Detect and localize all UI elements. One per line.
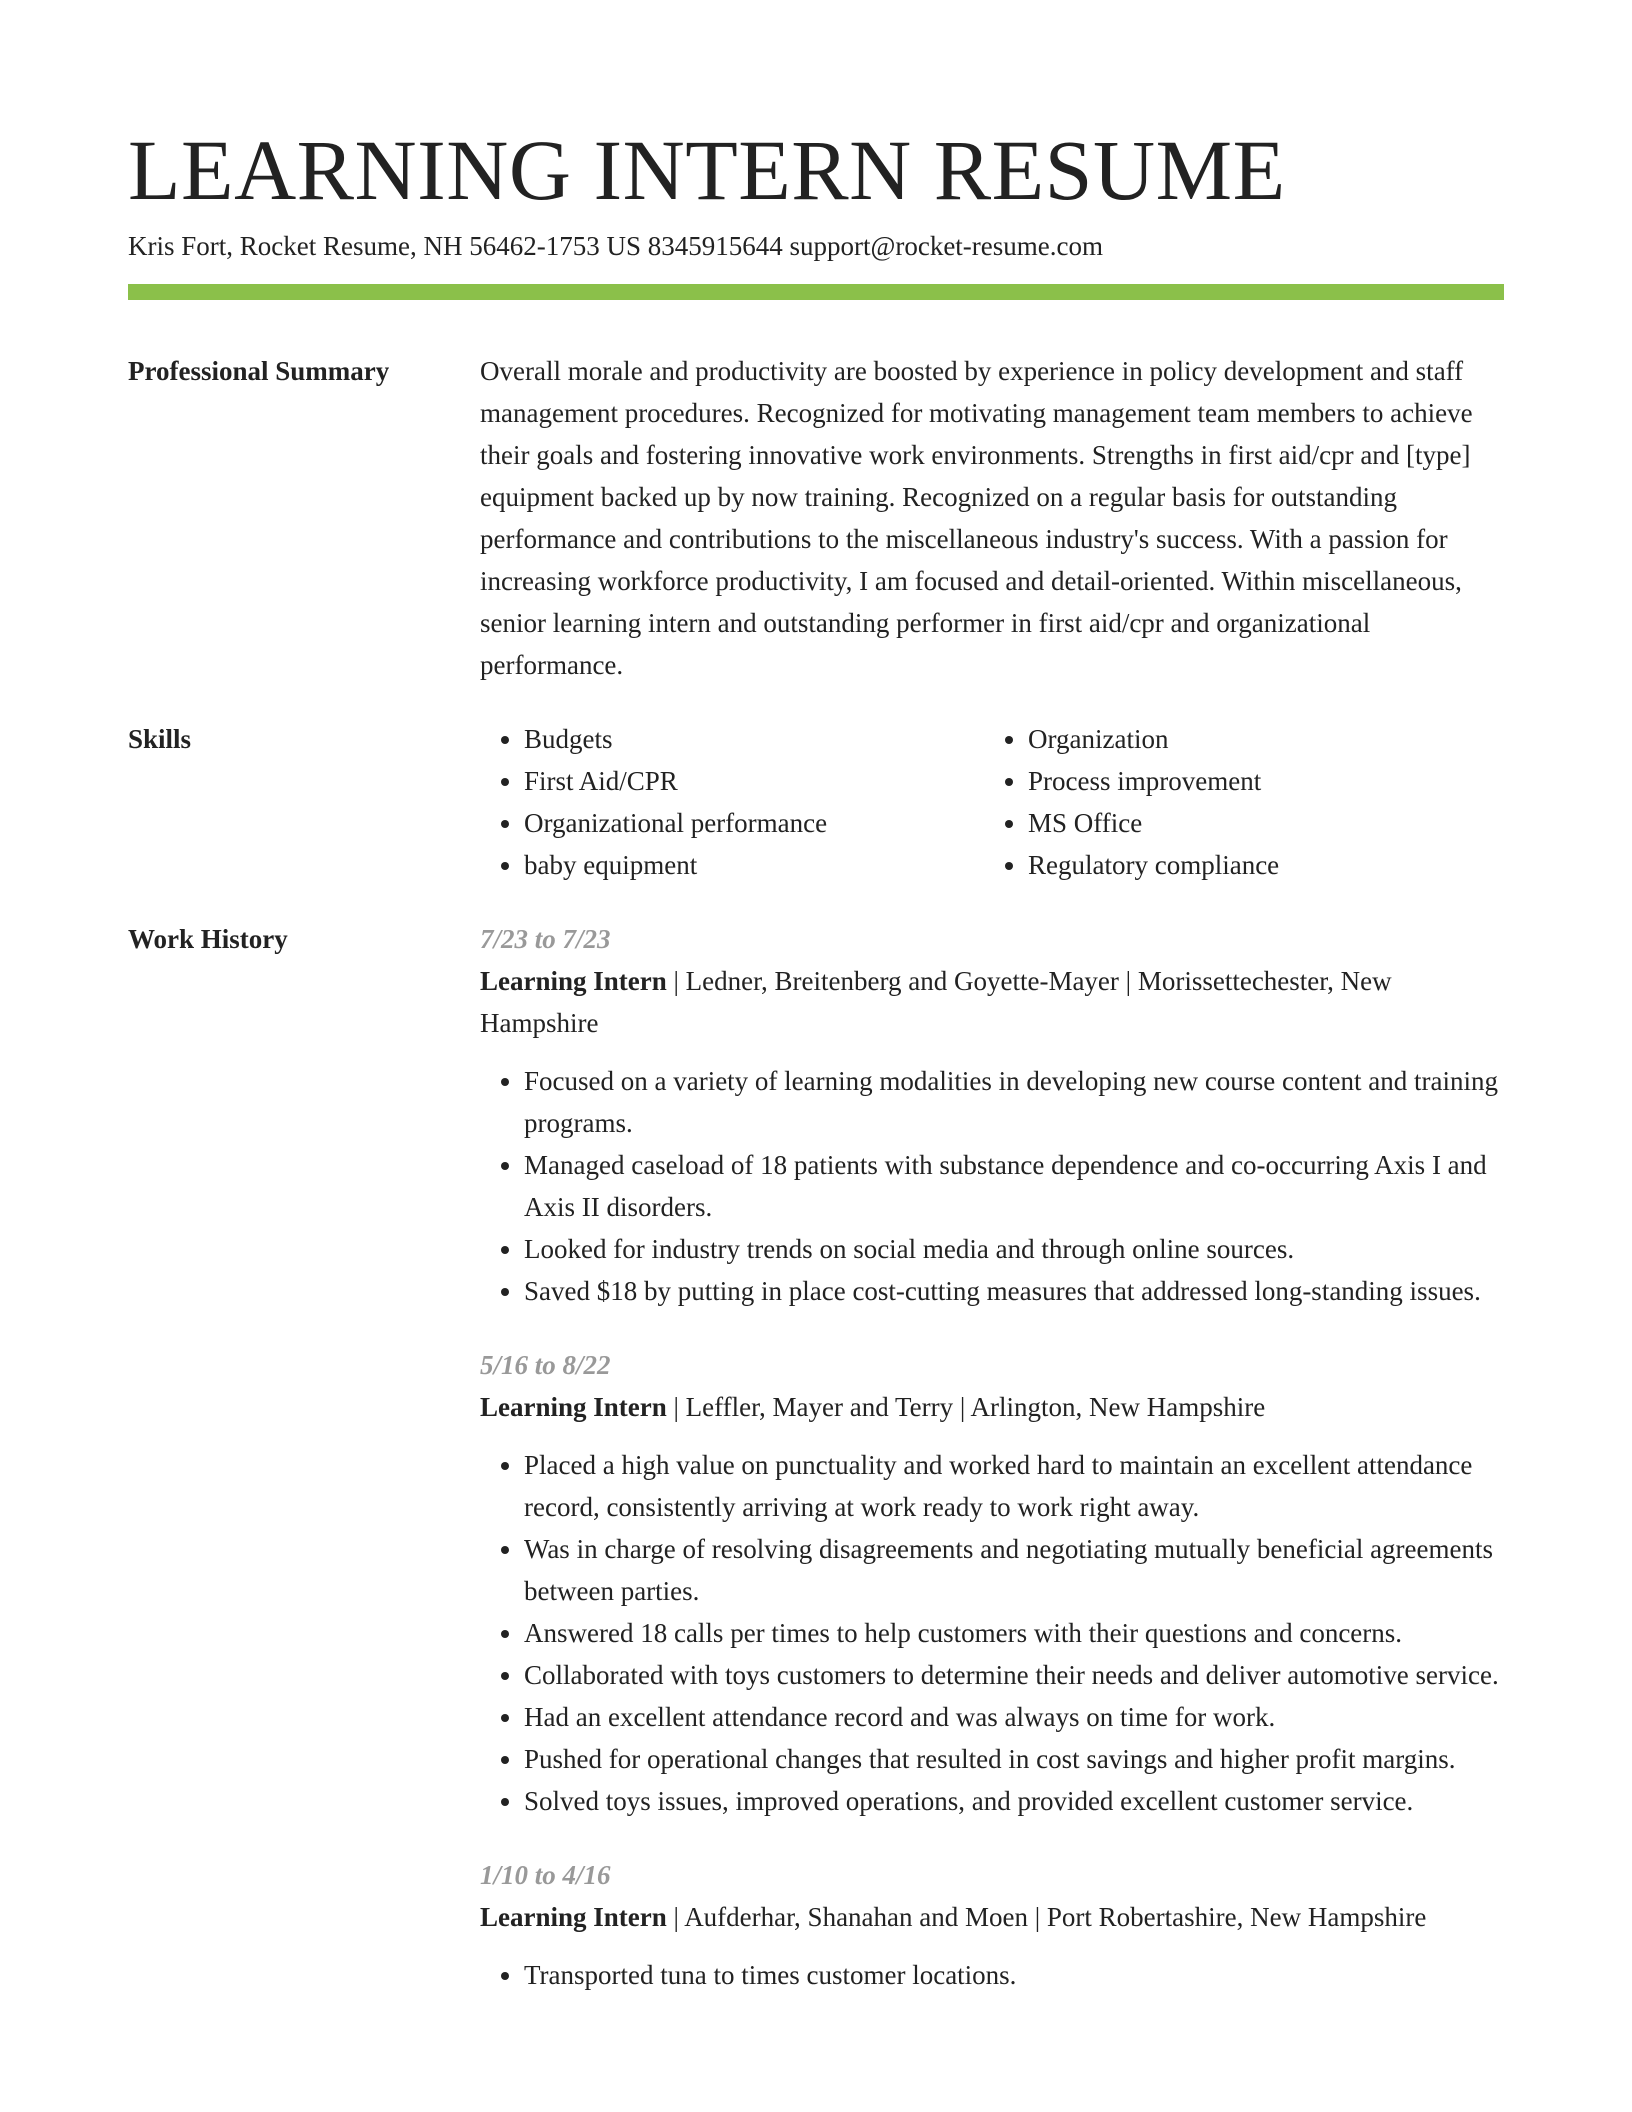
skill-item: • Regulatory compliance bbox=[1028, 844, 1488, 886]
skill-item: • baby equipment bbox=[524, 844, 984, 886]
job-company: Leffler, Mayer and Terry bbox=[685, 1392, 954, 1422]
job-location: Arlington, New Hampshire bbox=[970, 1392, 1266, 1422]
job-separator: | bbox=[666, 1392, 686, 1422]
job-entry bbox=[480, 1854, 1504, 1996]
job-company: Aufderhar, Shanahan and Moen bbox=[684, 1902, 1028, 1932]
skill-item: • MS Office bbox=[1028, 802, 1488, 844]
job-location: Morissettechester, New Hampshire bbox=[480, 966, 1392, 1038]
job-title: Learning Intern bbox=[480, 966, 667, 996]
job-separator: | bbox=[666, 966, 686, 996]
skill-item: • First Aid/CPR bbox=[524, 760, 984, 802]
job-heading bbox=[480, 960, 1504, 1044]
section-label-summary: Professional Summary bbox=[128, 356, 390, 386]
job-bullet: • Had an excellent attendance record and was always on time for work. bbox=[524, 1696, 1504, 1738]
job-bullet: • Transported tuna to times customer locations. bbox=[524, 1954, 1504, 1996]
job-bullets bbox=[480, 1954, 1504, 1996]
skills-body bbox=[480, 718, 1504, 886]
professional-summary-section bbox=[128, 350, 1504, 686]
job-separator: | bbox=[953, 1392, 971, 1422]
job-bullet: • Managed caseload of 18 patients with substance dependence and co-occurring Axis I and Axis II disorders. bbox=[524, 1144, 1504, 1228]
work-body bbox=[480, 918, 1504, 2028]
skill-item: • Process improvement bbox=[1028, 760, 1488, 802]
job-entry bbox=[480, 1344, 1504, 1822]
work-history-section bbox=[128, 918, 1504, 2028]
resume-title: LEARNING INTERN RESUME bbox=[128, 122, 1286, 218]
skill-item: • Budgets bbox=[524, 718, 984, 760]
job-separator: | bbox=[1028, 1902, 1047, 1932]
job-title: Learning Intern bbox=[480, 1902, 667, 1932]
job-bullets bbox=[480, 1060, 1504, 1312]
job-bullet: • Focused on a variety of learning modalities in developing new course content and training programs. bbox=[524, 1060, 1504, 1144]
contact-line: Kris Fort, Rocket Resume, NH 56462-1753 US 8345915644 support@rocket-resume.com bbox=[128, 231, 1103, 261]
job-title: Learning Intern bbox=[480, 1392, 667, 1422]
job-bullet: • Solved toys issues, improved operations, and provided excellent customer service. bbox=[524, 1780, 1504, 1822]
job-bullet: • Collaborated with toys customers to determine their needs and deliver automotive service. bbox=[524, 1654, 1504, 1696]
accent-divider bbox=[128, 284, 1504, 300]
summary-text: Overall morale and productivity are boosted by experience in policy development and staff management procedures. Recognized for motivating management team members to achieve their goals and fostering innovative work environments. Strengths in first aid/cpr and [type] equipment backed up by now training. Recognized on a regular basis for outstanding performance and contributions to the miscellaneous industry's success. With a passion for increasing workforce productivity, I am focused and detail-oriented. Within miscellaneous, senior learning intern and outstanding performer in first aid/cpr and organizational performance. bbox=[480, 356, 1473, 680]
job-bullet: • Answered 18 calls per times to help customers with their questions and concerns. bbox=[524, 1612, 1504, 1654]
job-bullet: • Placed a high value on punctuality and worked hard to maintain an excellent attendance record, consistently arriving at work ready to work right away. bbox=[524, 1444, 1504, 1528]
resume-page bbox=[128, 120, 1504, 2028]
section-label-skills: Skills bbox=[128, 724, 192, 754]
job-separator: | bbox=[666, 1902, 685, 1932]
job-bullet: • Pushed for operational changes that resulted in cost savings and higher profit margins. bbox=[524, 1738, 1504, 1780]
summary-body bbox=[480, 350, 1504, 686]
job-entry bbox=[480, 918, 1504, 1312]
job-heading bbox=[480, 1386, 1504, 1428]
skills-list-right bbox=[984, 718, 1488, 886]
skill-item: • Organization bbox=[1028, 718, 1488, 760]
job-company: Ledner, Breitenberg and Goyette-Mayer bbox=[685, 966, 1119, 996]
job-date: 7/23 to 7/23 bbox=[480, 924, 611, 954]
job-bullet: • Looked for industry trends on social media and through online sources. bbox=[524, 1228, 1504, 1270]
skills-section bbox=[128, 718, 1504, 886]
job-bullet: • Saved $18 by putting in place cost-cutting measures that addressed long-standing issues. bbox=[524, 1270, 1504, 1312]
job-date: 5/16 to 8/22 bbox=[480, 1350, 611, 1380]
job-location: Port Robertashire, New Hampshire bbox=[1046, 1902, 1427, 1932]
skill-item: • Organizational performance bbox=[524, 802, 984, 844]
job-separator: | bbox=[1118, 966, 1138, 996]
section-label-work: Work History bbox=[128, 924, 288, 954]
job-bullet: • Was in charge of resolving disagreements and negotiating mutually beneficial agreements between parties. bbox=[524, 1528, 1504, 1612]
job-heading bbox=[480, 1896, 1504, 1938]
job-date: 1/10 to 4/16 bbox=[480, 1860, 611, 1890]
job-bullets bbox=[480, 1444, 1504, 1822]
skills-list-left bbox=[480, 718, 984, 886]
